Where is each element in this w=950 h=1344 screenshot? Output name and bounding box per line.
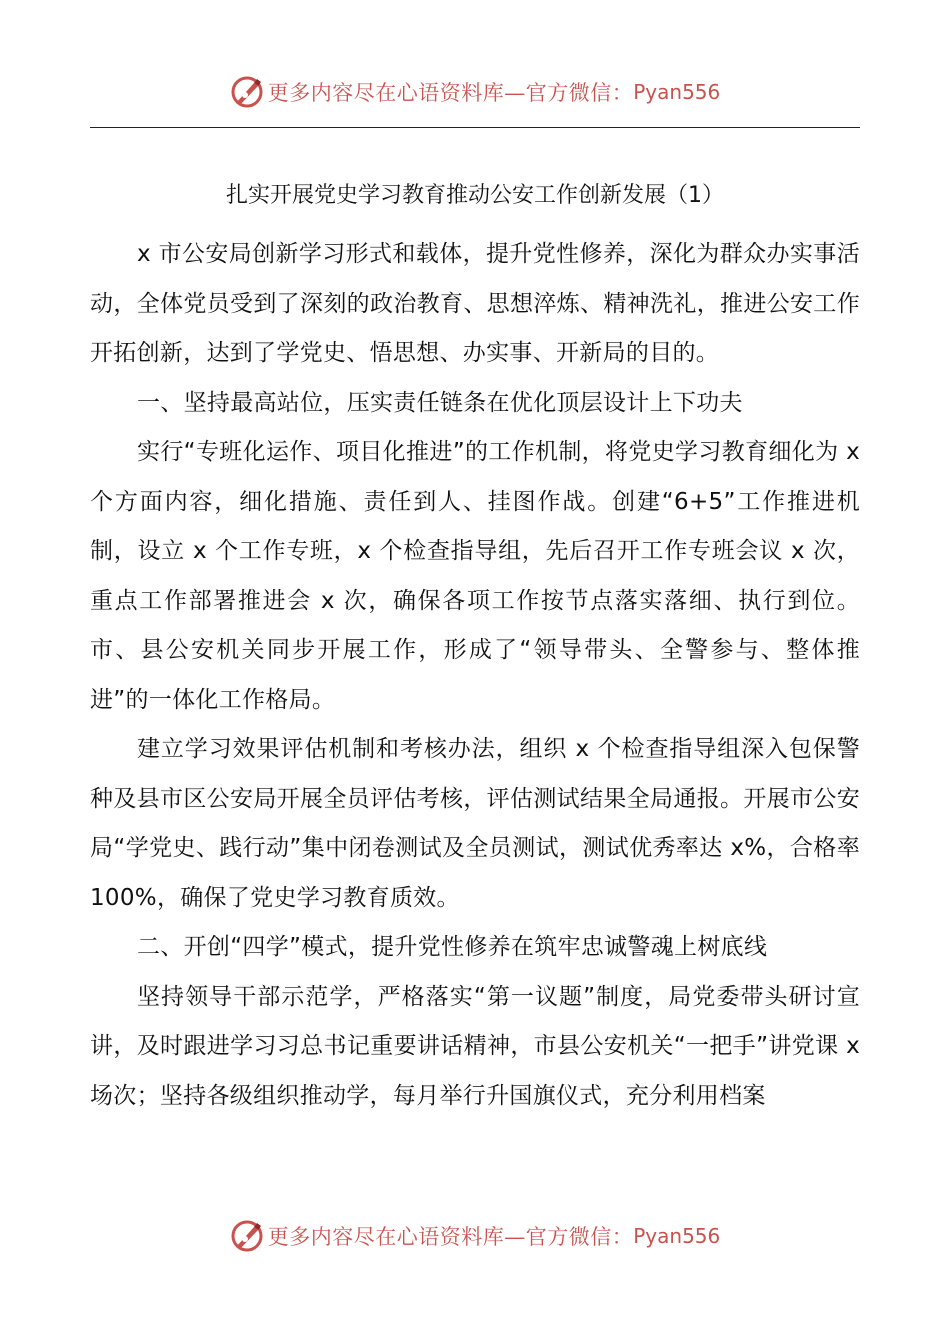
section-heading: 二、开创“四学”模式，提升党性修养在筑牢忠诚警魂上树底线 (137, 934, 768, 960)
header-wechat-id: Pyan556 (633, 80, 721, 104)
document-title: 扎实开展党史学习教育推动公安工作创新发展（1） (226, 183, 724, 208)
footer-slogan: 更多内容尽在心语资料库—官方微信： (267, 1225, 634, 1249)
body-paragraph: x 市公安局创新学习形式和载体，提升党性修养，深化为群众办实事活动，全体党员受到了深刻的政治教育、思想淬炼、精神洗礼，推进公安工作开拓创新，达到了学党史、悟思想、办实事、开新局的目的。 (90, 241, 860, 366)
body-paragraph: 坚持领导干部示范学，严格落实“第一议题”制度，局党委带头研讨宣讲，及时跟进学习习总书记重要讲话精神，市县公安机关“一把手”讲党课 x 场次；坚持各级组织推动学，每月举行升国旗仪式，充分利用档案 (90, 983, 860, 1109)
header-banner (0, 70, 950, 114)
header-divider (90, 127, 860, 128)
body-paragraph: 建立学习效果评估机制和考核办法，组织 x 个检查指导组深入包保警种及县市区公安局开展全员评估考核，评估测试结果全局通报。开展市公安局“学党史、践行动”集中闭卷测试及全员测试，测试优秀率达 x%，合格率 100%，确保了党史学习教育质效。 (90, 736, 860, 911)
document-body (90, 230, 860, 1121)
footer-wechat-id: Pyan556 (633, 1224, 721, 1248)
footer-banner (0, 1214, 950, 1258)
pen-circle-logo-icon (230, 1219, 264, 1253)
header-slogan: 更多内容尽在心语资料库—官方微信： (267, 81, 634, 105)
section-heading: 一、坚持最高站位，压实责任链条在优化顶层设计上下功夫 (137, 389, 743, 416)
body-paragraph: 实行“专班化运作、项目化推进”的工作机制，将党史学习教育细化为 x 个方面内容，细化措施、责任到人、挂图作战。创建“6+5”工作推进机制，设立 x 个工作专班，x 个检查指导组，先后召开工作专班会议 x 次，重点工作部署推进会 x 次，确保各项工作按节点落实落细、执行到位。市、县公安机关同步开展工作，形成了“领导带头、全警参与、整体推进”的一体化工作格局。 (90, 439, 860, 713)
pen-circle-logo-icon (230, 75, 264, 109)
